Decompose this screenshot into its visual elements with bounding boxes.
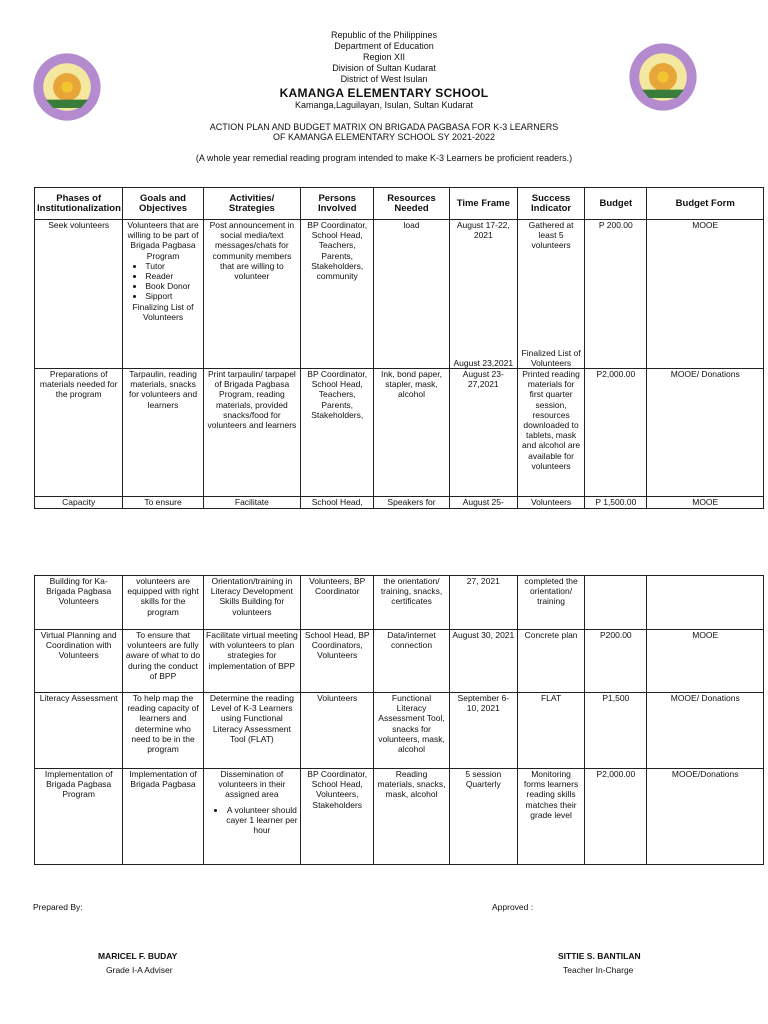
table-row xyxy=(35,630,764,693)
budget-form-cell: MOOE/ Donations xyxy=(647,693,764,769)
persons-cell: Volunteers, BP Coordinator xyxy=(301,576,374,630)
header-line: Republic of the Philippines xyxy=(330,30,438,40)
time-cell: August 25- xyxy=(449,497,517,509)
time-cell: August 23-27,2021 xyxy=(449,369,517,497)
success-2: Finalized List of Volunteers xyxy=(521,347,581,368)
goals-cell: Implementation of Brigada Pagbasa xyxy=(123,769,203,865)
budget-form-cell: MOOE xyxy=(647,220,764,369)
phase-cell: Literacy Assessment xyxy=(35,693,123,769)
approved-label: Approved : xyxy=(492,902,534,912)
action-plan-table-page2 xyxy=(34,575,764,865)
goal-item: • Tutor xyxy=(145,261,200,271)
goal-item: • Sipport xyxy=(145,291,200,301)
budget-form-cell xyxy=(647,576,764,630)
budget-cell: P 1,500.00 xyxy=(585,497,647,509)
header-line: Region XII xyxy=(362,52,406,62)
goals-text-after: Finalizing List of Volunteers xyxy=(132,301,194,322)
activity-item: • A volunteer should cayer 1 learner per hour xyxy=(226,805,298,836)
activities-cell: Orientation/training in Literacy Development Skills Building for volunteers xyxy=(203,576,300,630)
column-header: Success Indicator xyxy=(517,188,584,220)
success-cell: FLAT xyxy=(517,693,584,769)
time-cell xyxy=(449,220,517,369)
table-header-row xyxy=(35,188,764,220)
budget-cell xyxy=(585,576,647,630)
document-title xyxy=(0,122,768,142)
phase-cell: Capacity xyxy=(35,497,123,509)
phase-cell: Seek volunteers xyxy=(35,220,123,369)
goals-text: Volunteers that are willing to be part of Brigada Pagbasa Program xyxy=(127,220,199,261)
column-header: Time Frame xyxy=(449,188,517,220)
activities-cell: Determine the reading Level of K-3 Learners using Functional Literacy Assessment Tool (FLAT) xyxy=(203,693,300,769)
goals-cell: volunteers are equipped with right skills for the program xyxy=(123,576,203,630)
persons-cell: Volunteers xyxy=(301,693,374,769)
activity-items xyxy=(206,805,298,836)
resources-cell: Reading materials, snacks, mask, alcohol xyxy=(374,769,449,865)
budget-cell: P1,500 xyxy=(585,693,647,769)
activities-cell xyxy=(203,769,300,865)
prepared-by-name: MARICEL F. BUDAY xyxy=(98,951,178,961)
success-cell: Concrete plan xyxy=(517,630,584,693)
action-plan-table-page1 xyxy=(34,187,764,509)
time-frame-2: August 23,2021 xyxy=(453,357,514,368)
time-cell: 27, 2021 xyxy=(449,576,517,630)
column-header: Budget xyxy=(585,188,647,220)
goals-cell: To ensure xyxy=(123,497,203,509)
time-cell: September 6-10, 2021 xyxy=(449,693,517,769)
letterhead xyxy=(0,30,768,111)
goals-cell xyxy=(123,220,203,369)
activities-text: Dissemination of volunteers in their assigned area xyxy=(218,769,286,800)
resources-cell: load xyxy=(374,220,449,369)
resources-cell: Speakers for xyxy=(374,497,449,509)
approved-by-role: Teacher In-Charge xyxy=(563,965,634,975)
header-line: Department of Education xyxy=(334,41,434,51)
title-line-2: OF KAMANGA ELEMENTARY SCHOOL SY 2021-2022 xyxy=(272,132,496,142)
success-1: Gathered at least 5 volunteers xyxy=(528,220,574,251)
activities-cell: Print tarpaulin/ tarpapel of Brigada Pagbasa Program, reading materials, provided snacks/food for volunteers and learners xyxy=(203,369,300,497)
phase-cell: Building for Ka-Brigada Pagbasa Volunteers xyxy=(35,576,123,630)
column-header: Budget Form xyxy=(647,188,764,220)
time-cell: 5 session Quarterly xyxy=(449,769,517,865)
table-row xyxy=(35,369,764,497)
time-cell: August 30, 2021 xyxy=(449,630,517,693)
phase-cell: Preparations of materials needed for the program xyxy=(35,369,123,497)
table-row xyxy=(35,220,764,369)
goal-items xyxy=(125,261,200,302)
success-cell: Volunteers xyxy=(517,497,584,509)
persons-cell: School Head, xyxy=(301,497,374,509)
success-cell: Monitoring forms learners reading skills matches their grade level xyxy=(517,769,584,865)
goals-cell: To help map the reading capacity of learners and determine who need to be in the program xyxy=(123,693,203,769)
table-row xyxy=(35,576,764,630)
document-subtitle: (A whole year remedial reading program intended to make K-3 Learners be proficient readers.) xyxy=(195,153,573,163)
activities-cell: Post announcement in social media/text messages/chats for community members that are willing to volunteer xyxy=(203,220,300,369)
school-name: KAMANGA ELEMENTARY SCHOOL xyxy=(279,86,489,100)
prepared-by-role: Grade I-A Adviser xyxy=(106,965,173,975)
goals-cell: To ensure that volunteers are fully aware of what to do during the conduct of BPP xyxy=(123,630,203,693)
title-line-1: ACTION PLAN AND BUDGET MATRIX ON BRIGADA PAGBASA FOR K-3 LEARNERS xyxy=(209,122,559,132)
table-row xyxy=(35,497,764,509)
school-address: Kamanga,Laguilayan, Isulan, Sultan Kudarat xyxy=(294,100,474,110)
success-cell xyxy=(517,220,584,369)
budget-form-cell: MOOE xyxy=(647,497,764,509)
budget-cell: P200.00 xyxy=(585,630,647,693)
resources-cell: Functional Literacy Assessment Tool, snacks for volunteers, mask, alcohol xyxy=(374,693,449,769)
header-line: Division of Sultan Kudarat xyxy=(332,63,436,73)
prepared-by-label: Prepared By: xyxy=(33,902,83,912)
budget-cell: P2,000.00 xyxy=(585,369,647,497)
budget-form-cell: MOOE xyxy=(647,630,764,693)
success-cell: Printed reading materials for first quarter session, resources downloaded to tablets, mask and alcohol are available for volunteers xyxy=(517,369,584,497)
persons-cell: School Head, BP Coordinators, Volunteers xyxy=(301,630,374,693)
budget-form-cell: MOOE/Donations xyxy=(647,769,764,865)
goals-cell: Tarpaulin, reading materials, snacks for volunteers and learners xyxy=(123,369,203,497)
budget-cell: P 200.00 xyxy=(585,220,647,369)
column-header: Activities/ Strategies xyxy=(203,188,300,220)
time-frame-1: August 17-22, 2021 xyxy=(456,220,510,241)
persons-cell: BP Coordinator, School Head, Teachers, Parents, Stakeholders, community xyxy=(301,220,374,369)
resources-cell: Data/internet connection xyxy=(374,630,449,693)
phase-cell: Implementation of Brigada Pagbasa Program xyxy=(35,769,123,865)
resources-cell: the orientation/ training, snacks, certificates xyxy=(374,576,449,630)
approved-by-name: SITTIE S. BANTILAN xyxy=(558,951,641,961)
goal-item: • Book Donor xyxy=(145,281,200,291)
goal-item: • Reader xyxy=(145,271,200,281)
column-header: Goals and Objectives xyxy=(123,188,203,220)
activities-cell: Facilitate virtual meeting with volunteers to plan strategies for implementation of BPP xyxy=(203,630,300,693)
column-header: Resources Needed xyxy=(374,188,449,220)
activities-cell: Facilitate xyxy=(203,497,300,509)
column-header: Phases of Institutionalization xyxy=(35,188,123,220)
column-header: Persons Involved xyxy=(301,188,374,220)
table-row xyxy=(35,693,764,769)
budget-form-cell: MOOE/ Donations xyxy=(647,369,764,497)
budget-cell: P2,000.00 xyxy=(585,769,647,865)
table-row xyxy=(35,769,764,865)
resources-cell: Ink, bond paper, stapler, mask, alcohol xyxy=(374,369,449,497)
success-cell: completed the orientation/ training xyxy=(517,576,584,630)
persons-cell: BP Coordinator, School Head, Teachers, Parents, Stakeholders, xyxy=(301,369,374,497)
phase-cell: Virtual Planning and Coordination with Volunteers xyxy=(35,630,123,693)
persons-cell: BP Coordinator, School Head, Volunteers, Stakeholders xyxy=(301,769,374,865)
header-line: District of West Isulan xyxy=(340,74,428,84)
